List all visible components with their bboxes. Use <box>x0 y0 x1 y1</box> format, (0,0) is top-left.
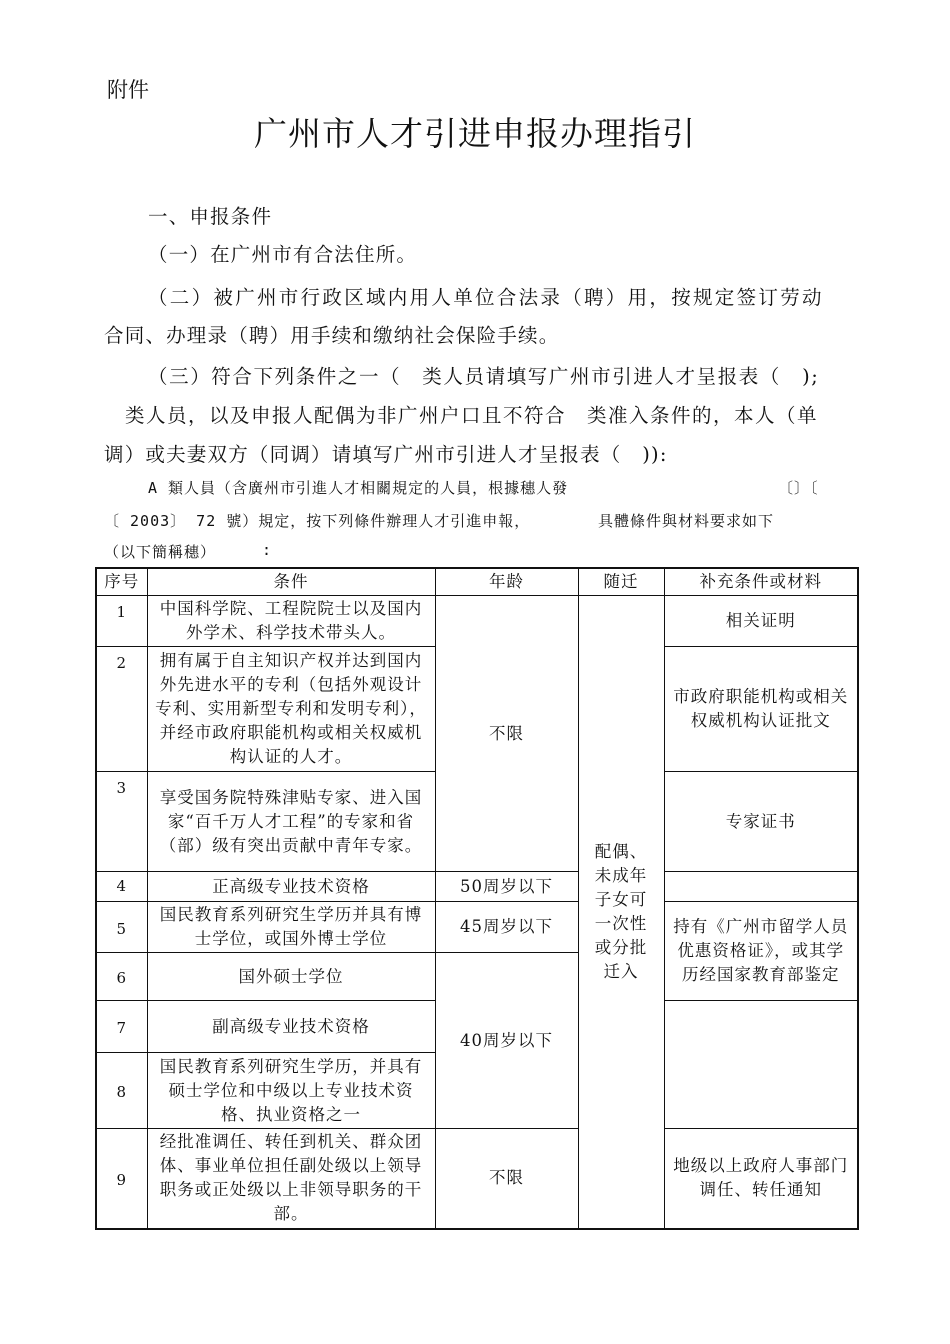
row-age: 45周岁以下 <box>435 902 578 953</box>
garbled-text-line-1a: A 類人員（含廣州市引進人才相關規定的人員，根據穗人發 <box>148 479 569 497</box>
row-material: 持有《广州市留学人员优惠资格证》，或其学历经国家教育部鉴定 <box>664 902 858 1001</box>
row-no: 6 <box>96 953 147 1001</box>
age-cell: 40周岁以下 <box>435 953 578 1129</box>
row-age: 50周岁以下 <box>435 872 578 902</box>
row-condition: 正高级专业技术资格 <box>147 872 435 902</box>
condition-3-line-2: 类人员，以及申报人配偶为非广州户口且不符合 类准入条件的，本人（单 <box>104 404 819 427</box>
header-age: 年龄 <box>435 568 578 596</box>
accompany-cell: 配偶、未成年子女可一次性或分批迁入 <box>578 596 664 1229</box>
annex-label: 附件 <box>107 78 149 102</box>
condition-1: （一）在广州市有合法住所。 <box>148 243 418 266</box>
header-condition: 条件 <box>147 568 435 596</box>
header-material: 补充条件或材料 <box>664 568 858 596</box>
header-no: 序号 <box>96 568 147 596</box>
row-no: 5 <box>96 902 147 953</box>
row-condition: 国民教育系列研究生学历并具有博士学位，或国外博士学位 <box>147 902 435 953</box>
table-row <box>96 872 858 902</box>
row-condition: 副高级专业技术资格 <box>147 1001 435 1053</box>
condition-2-line-1: （二）被广州市行政区域内用人单位合法录（聘）用，按规定签订劳动 <box>148 286 824 309</box>
row-material: 地级以上政府人事部门调任、转任通知 <box>664 1129 858 1229</box>
row-condition: 国民教育系列研究生学历，并具有硕士学位和中级以上专业技术资格、执业资格之一 <box>147 1053 435 1129</box>
row-no: 2 <box>96 647 147 772</box>
table-row <box>96 1129 858 1229</box>
row-age: 不限 <box>435 1129 578 1229</box>
section-heading: 一、申报条件 <box>148 205 273 228</box>
row-material: 市政府职能机构或相关权威机构认证批文 <box>664 647 858 772</box>
condition-3-line-3: 调）或夫妻双方（同调）请填写广州市引进人才呈报表（ )): <box>104 443 668 466</box>
row-no: 4 <box>96 872 147 902</box>
table-header-row <box>96 568 858 596</box>
header-accompany: 随迁 <box>578 568 664 596</box>
table-row <box>96 596 858 647</box>
row-no: 9 <box>96 1129 147 1229</box>
row-condition: 享受国务院特殊津贴专家、进入国家“百千万人才工程”的专家和省（部）级有突出贡献中青年专家。 <box>147 772 435 872</box>
row-material <box>664 1001 858 1129</box>
table-row <box>96 902 858 953</box>
row-no: 1 <box>96 596 147 647</box>
row-condition: 拥有属于自主知识产权并达到国内外先进水平的专利（包括外观设计专利、实用新型专利和发明专利），并经市政府职能机构或相关权威机构认证的人才。 <box>147 647 435 772</box>
garbled-text-line-3b: : <box>262 541 273 559</box>
garbled-text-line-2a: 〔 2003〕 72 號）規定，按下列條件辦理人才引進申報， <box>104 512 531 530</box>
row-material <box>664 872 858 902</box>
condition-2-line-2: 合同、办理录（聘）用手续和缴纳社会保险手续。 <box>104 324 560 347</box>
condition-3-line-1: （三）符合下列条件之一（ 类人员请填写广州市引进人才呈报表（ ); <box>148 365 820 388</box>
document-title: 广州市人才引进申报办理指引 <box>254 114 696 153</box>
requirements-table <box>95 567 859 1230</box>
row-condition: 中国科学院、工程院院士以及国内外学术、科学技术带头人。 <box>147 596 435 647</box>
row-no: 7 <box>96 1001 147 1053</box>
row-material: 相关证明 <box>664 596 858 647</box>
row-no: 3 <box>96 772 147 872</box>
garbled-text-line-2b: 具體條件與材料要求如下 <box>598 512 775 530</box>
garbled-text-line-1b: 〔〕〔 <box>778 479 819 497</box>
row-material: 专家证书 <box>664 772 858 872</box>
row-no: 8 <box>96 1053 147 1129</box>
row-condition: 经批准调任、转任到机关、群众团体、事业单位担任副处级以上领导职务或正处级以上非领导职务的干部。 <box>147 1129 435 1229</box>
age-cell: 不限 <box>435 596 578 872</box>
garbled-text-line-3a: （以下簡稱穗） <box>104 543 217 561</box>
row-condition: 国外硕士学位 <box>147 953 435 1001</box>
